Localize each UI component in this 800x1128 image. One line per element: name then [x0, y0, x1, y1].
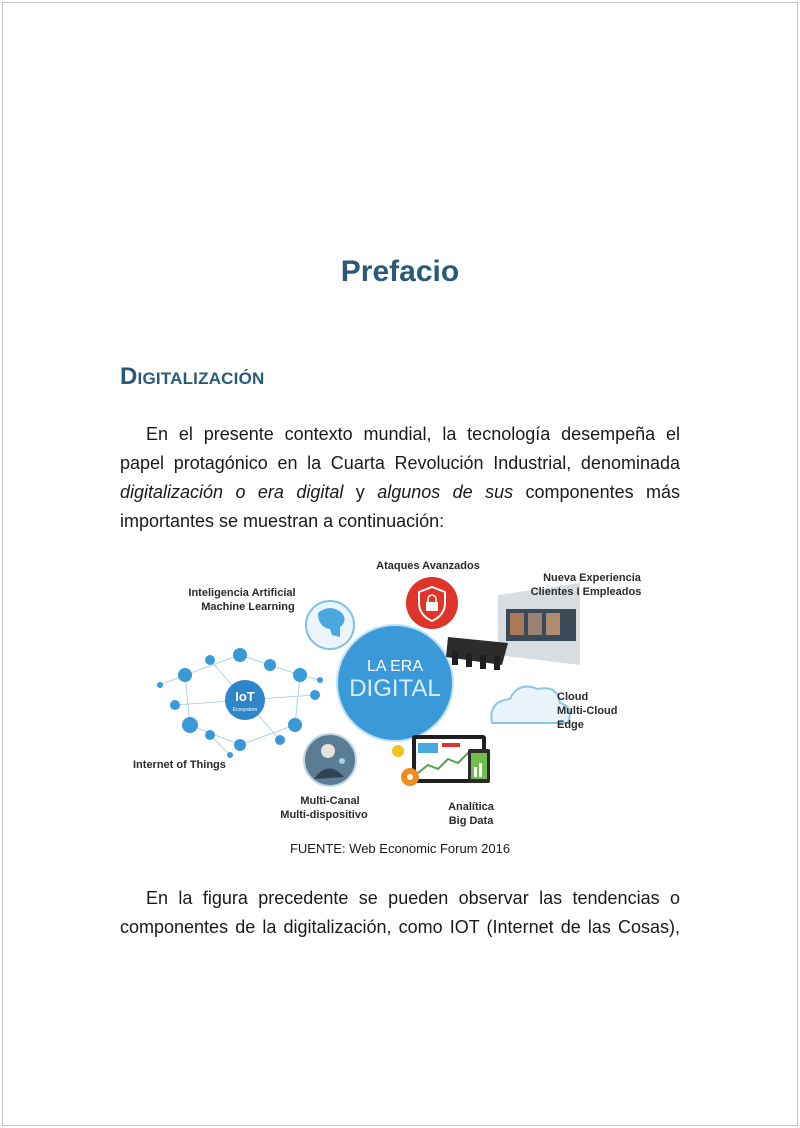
digital-era-figure: [130, 555, 650, 835]
intro-line-2: papel protagónico en la Cuarta Revolución Industrial, denominada: [120, 453, 680, 473]
label-ai-line-1: Inteligencia Artificial: [188, 587, 296, 599]
iot-badge-subtext: Ecosystem: [232, 707, 258, 713]
label-multichannel-line-1: Multi-Canal: [300, 795, 360, 807]
iot-badge-text: IoT: [235, 689, 255, 704]
analytics-devices-icon: [392, 735, 490, 786]
section-heading: Digitalización: [120, 363, 265, 390]
era-digital-center: [337, 625, 453, 741]
label-ai-line-2: Machine Learning: [201, 601, 295, 613]
label-experience-line-2: Clientes I Empleados: [530, 586, 642, 598]
advanced-attacks-icon: [406, 577, 458, 629]
intro-line-4: importantes se muestran a continuación:: [120, 511, 445, 531]
label-cloud-line-3: Edge: [557, 719, 584, 731]
label-cloud-line-2: Multi-Cloud: [557, 705, 618, 717]
label-analytics-line-1: Analítica: [448, 801, 494, 813]
label-iot: Internet of Things: [133, 759, 226, 771]
intro-line-3: [120, 478, 680, 507]
intro-emphasis-2: algunos de sus: [377, 482, 514, 502]
followup-line-1: En la figura precedente se pueden observar las tendencias o: [146, 888, 680, 908]
label-experience-line-1: Nueva Experiencia: [543, 572, 641, 584]
ai-brain-icon: [306, 601, 354, 649]
label-analytics-line-2: Big Data: [448, 815, 494, 827]
label-cloud-line-1: Cloud: [557, 691, 589, 703]
intro-connector: y: [343, 482, 378, 502]
followup-line-2: componentes de la digitalización, como IOT (Internet de las Cosas),: [120, 917, 680, 937]
label-multichannel-line-2: Multi-dispositivo: [280, 809, 368, 821]
intro-emphasis-1: digitalización o era digital: [120, 482, 344, 502]
intro-line-3-tail: componentes más: [513, 482, 681, 502]
label-attacks: Ataques Avanzados: [376, 560, 480, 572]
figure-caption: FUENTE: Web Economic Forum 2016: [289, 841, 511, 856]
center-line-2: DIGITAL: [349, 675, 441, 702]
intro-line-1: En el presente contexto mundial, la tecnología desempeña el: [146, 424, 680, 444]
center-line-1: LA ERA: [366, 658, 424, 675]
multichannel-icon: [304, 734, 356, 786]
intro-paragraph: [120, 420, 680, 536]
followup-paragraph: [120, 884, 680, 942]
page-title: Prefacio: [340, 255, 460, 288]
iot-ecosystem-badge: [225, 680, 265, 720]
